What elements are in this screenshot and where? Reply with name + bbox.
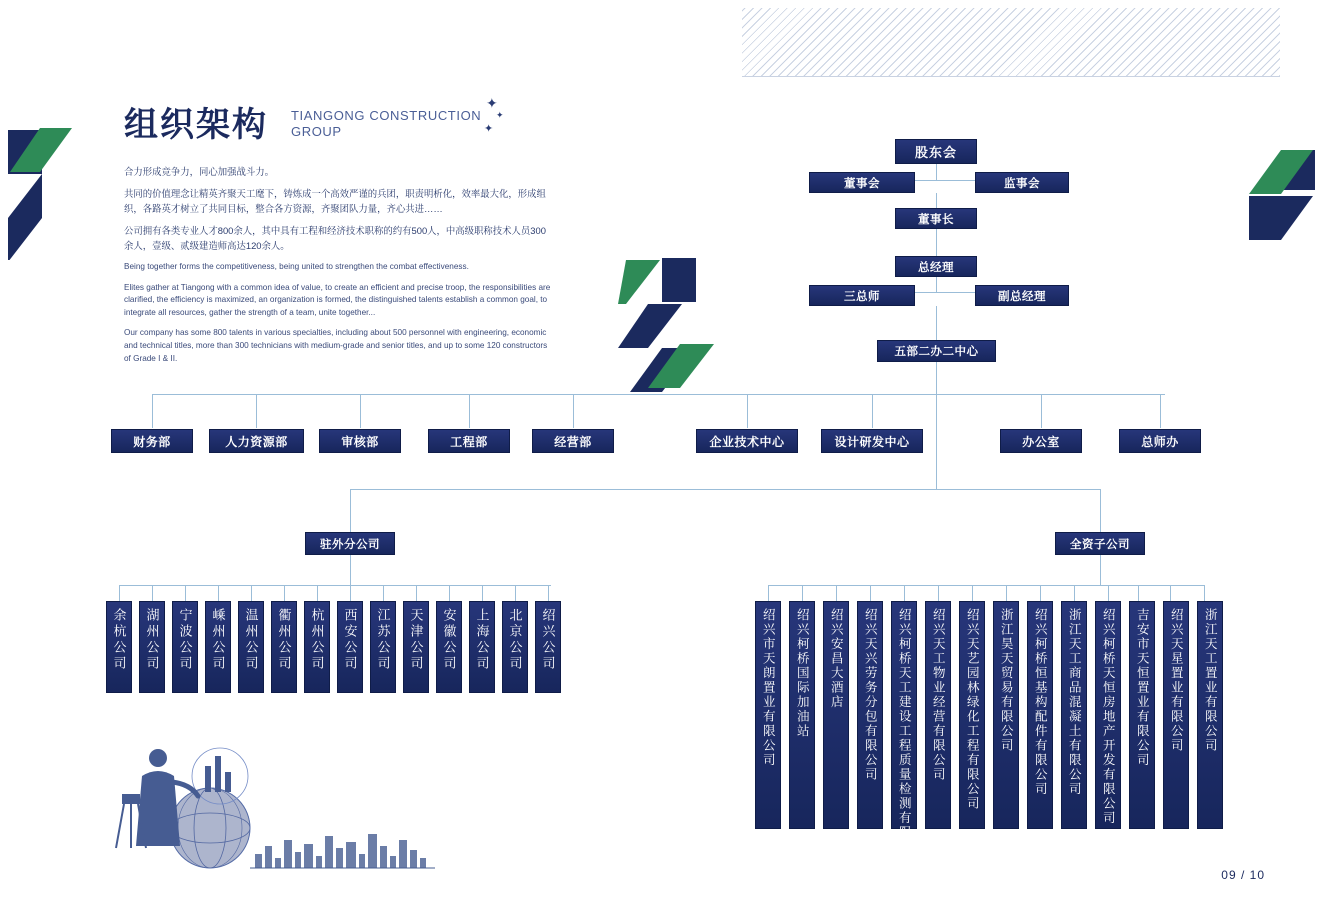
node-deputy-general-manager[interactable]: 副总经理 [975, 285, 1069, 306]
chevron-decoration-right-green [1227, 148, 1313, 278]
node-subsidiary-tianlang-property[interactable]: 绍兴市天朗置业有限公司 [755, 601, 781, 829]
node-dept-hr[interactable]: 人力资源部 [209, 429, 304, 453]
connector [119, 585, 120, 601]
node-subsidiary-ready-mix-concrete[interactable]: 浙江天工商品混凝土有限公司 [1061, 601, 1087, 829]
connector [904, 585, 905, 601]
connector [383, 585, 384, 601]
node-branch-shengzhou[interactable]: 嵊州公司 [205, 601, 231, 693]
connector [938, 585, 939, 601]
sparkle-icon: ✦ [484, 123, 494, 135]
intro-zh-line2: 共同的价值理念让精英齐聚天工麾下，铸炼成一个高效严谨的兵团，职责明析化，效率最大化，形成组织，各路英才树立了共同目标，整合各方资源，齐聚团队力量，齐心共进…… [124, 188, 546, 214]
intro-zh-line1: 合力形成竞争力，同心加强战斗力。 [124, 166, 275, 177]
node-branch-shanghai[interactable]: 上海公司 [469, 601, 495, 693]
node-branch-shaoxing[interactable]: 绍兴公司 [535, 601, 561, 693]
connector [218, 585, 219, 601]
intro-en-line2: Elites gather at Tiangong with a common idea of value, to create an efficient and precise troop, the responsibilities are clarified, the efficiency is maximized, an organization is formed, the distinguished talents establish a common goal, to integrate all resources, gather the strength of a team, unite together... [124, 282, 551, 317]
node-branch-wenzhou[interactable]: 温州公司 [238, 601, 264, 693]
connector [1100, 489, 1101, 532]
connector [1040, 585, 1041, 601]
connector [449, 585, 450, 601]
node-chief-engineers[interactable]: 三总师 [809, 285, 915, 306]
connector [1108, 585, 1109, 601]
connector [747, 394, 748, 428]
node-board-of-directors[interactable]: 董事会 [809, 172, 915, 193]
node-branch-huzhou[interactable]: 湖州公司 [139, 601, 165, 693]
connector [185, 585, 186, 601]
connector [936, 306, 937, 340]
connector [802, 585, 803, 601]
connector [936, 362, 937, 394]
connector-branch-bus [119, 585, 551, 586]
connector [317, 585, 318, 601]
node-branch-beijing[interactable]: 北京公司 [502, 601, 528, 693]
node-subsidiary-keqiao-gas-station[interactable]: 绍兴柯桥国际加油站 [789, 601, 815, 829]
sparkle-icon: ✦ [486, 95, 498, 111]
node-shareholders[interactable]: 股东会 [895, 139, 977, 164]
connector-level2-bus [350, 489, 1100, 490]
connector [1100, 555, 1101, 585]
node-branch-anhui[interactable]: 安徽公司 [436, 601, 462, 693]
connector [515, 585, 516, 601]
intro-text [124, 165, 554, 373]
intro-en-line1: Being together forms the competitiveness, being united to strengthen the combat effectiveness. [124, 262, 469, 272]
connector [936, 193, 937, 208]
node-five-depts-two-offices-two-centers[interactable]: 五部二办二中心 [877, 340, 996, 362]
node-general-manager[interactable]: 总经理 [895, 256, 977, 277]
node-dept-engineering[interactable]: 工程部 [428, 429, 510, 453]
sparkle-icon: ✦ [496, 110, 504, 120]
node-dept-audit[interactable]: 审核部 [319, 429, 401, 453]
connector [1170, 585, 1171, 601]
node-subsidiary-companies[interactable]: 全资子公司 [1055, 532, 1145, 555]
node-subsidiary-quality-inspection[interactable]: 绍兴柯桥天工建设工程质量检测有限公司 [891, 601, 917, 829]
connector [936, 164, 937, 180]
connector [1204, 585, 1205, 601]
node-subsidiary-tianxing-labor[interactable]: 绍兴天兴劳务分包有限公司 [857, 601, 883, 829]
connector [1074, 585, 1075, 601]
node-branch-companies[interactable]: 驻外分公司 [305, 532, 395, 555]
connector [360, 394, 361, 428]
connector [1138, 585, 1139, 601]
connector [836, 585, 837, 601]
connector [573, 394, 574, 428]
connector [482, 585, 483, 601]
node-dept-enterprise-tech-center[interactable]: 企业技术中心 [696, 429, 798, 453]
connector [350, 585, 351, 601]
connector [870, 585, 871, 601]
node-subsidiary-zhejiang-tiangong-property[interactable]: 浙江天工置业有限公司 [1197, 601, 1223, 829]
node-supervisors[interactable]: 监事会 [975, 172, 1069, 193]
connector [1006, 585, 1007, 601]
connector [936, 277, 937, 292]
connector-dept-bus [152, 394, 1165, 395]
connector [872, 394, 873, 428]
node-dept-design-rd-center[interactable]: 设计研发中心 [821, 429, 923, 453]
node-dept-office[interactable]: 办公室 [1000, 429, 1082, 453]
node-subsidiary-property-management[interactable]: 绍兴天工物业经营有限公司 [925, 601, 951, 829]
node-branch-quzhou[interactable]: 衢州公司 [271, 601, 297, 693]
page-title-en: TIANGONG CONSTRUCTION GROUP [291, 108, 482, 139]
intro-zh-line3: 公司拥有各类专业人才800余人，其中具有工程和经济技术职称的约有500人，中高级职称技术人员300余人，壹级、贰级建造师高达120余人。 [124, 225, 546, 251]
connector [256, 394, 257, 428]
connector [548, 585, 549, 601]
connector [936, 229, 937, 256]
hatch-decoration [742, 8, 1280, 77]
node-branch-yuhang[interactable]: 余杭公司 [106, 601, 132, 693]
node-subsidiary-anchang-hotel[interactable]: 绍兴安昌大酒店 [823, 601, 849, 829]
connector [1041, 394, 1042, 428]
connector [350, 555, 351, 585]
chevron-decoration-left-green [10, 128, 100, 268]
connector [152, 394, 153, 428]
node-branch-jiangsu[interactable]: 江苏公司 [370, 601, 396, 693]
page-title: 组织架构 [124, 106, 268, 144]
connector [152, 585, 153, 601]
decorative-illustration [110, 736, 460, 876]
node-chairman[interactable]: 董事长 [895, 208, 977, 229]
connector [350, 489, 351, 532]
connector [469, 394, 470, 428]
node-subsidiary-jian-tianheng-property[interactable]: 吉安市天恒置业有限公司 [1129, 601, 1155, 829]
connector [768, 585, 769, 601]
node-subsidiary-tianxing-property[interactable]: 绍兴天星置业有限公司 [1163, 601, 1189, 829]
node-branch-hangzhou[interactable]: 杭州公司 [304, 601, 330, 693]
node-subsidiary-haotian-trading[interactable]: 浙江昊天贸易有限公司 [993, 601, 1019, 829]
node-dept-operations[interactable]: 经营部 [532, 429, 614, 453]
connector [1160, 394, 1161, 428]
node-branch-ningbo[interactable]: 宁波公司 [172, 601, 198, 693]
connector [284, 585, 285, 601]
node-subsidiary-tianyi-landscaping[interactable]: 绍兴天艺园林绿化工程有限公司 [959, 601, 985, 829]
node-subsidiary-hengji-components[interactable]: 绍兴柯桥恒基构配件有限公司 [1027, 601, 1053, 829]
node-dept-finance[interactable]: 财务部 [111, 429, 193, 453]
chevron-decoration-center [618, 248, 728, 398]
node-dept-chief-engineer-office[interactable]: 总师办 [1119, 429, 1201, 453]
page-number: 09 / 10 [1221, 868, 1265, 882]
connector [251, 585, 252, 601]
connector-main-spine [936, 394, 937, 489]
connector [972, 585, 973, 601]
connector [416, 585, 417, 601]
node-subsidiary-tianheng-real-estate[interactable]: 绍兴柯桥天恒房地产开发有限公司 [1095, 601, 1121, 829]
node-branch-xian[interactable]: 西安公司 [337, 601, 363, 693]
node-branch-tianjin[interactable]: 天津公司 [403, 601, 429, 693]
intro-en-line3: Our company has some 800 talents in various specialties, including about 500 personnel with engineering, economic and technical titles, more than 300 technicians with medium-grade and senior titles, and up to some 120 constructors of Grade I & II. [124, 328, 548, 363]
